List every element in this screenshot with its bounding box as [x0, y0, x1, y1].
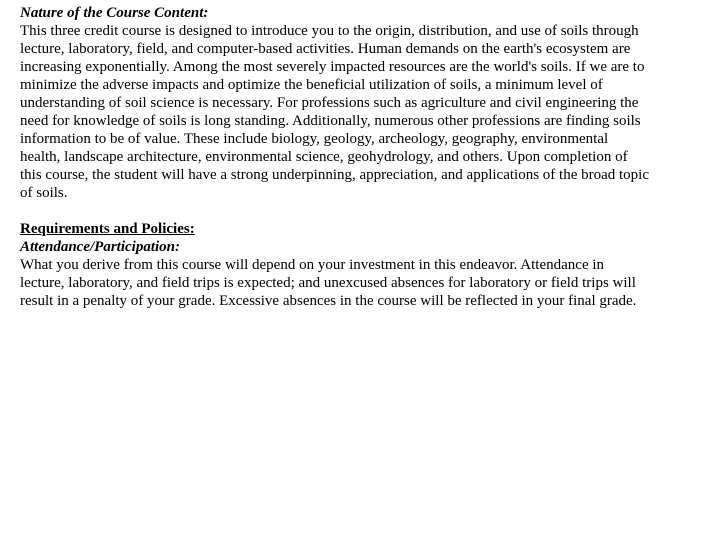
- text-line: minimize the adverse impacts and optimize the beneficial utilization of soils, a minimum level of: [20, 77, 603, 93]
- text-line: need for knowledge of soils is long standing. Additionally, numerous other professions are finding soils: [20, 113, 641, 129]
- text-line: lecture, laboratory, field, and computer-based activities. Human demands on the earth's ecosystem are: [20, 41, 631, 57]
- paragraph-attendance: [20, 256, 700, 310]
- text-line: this course, the student will have a strong underpinning, appreciation, and applications of the broad topic: [20, 167, 650, 183]
- text-line: This three credit course is designed to introduce you to the origin, distribution, and use of soils through: [20, 23, 639, 39]
- text-line: lecture, laboratory, and field trips is expected; and unexcused absences for laboratory or field trips will: [20, 275, 636, 291]
- paragraph-nature: [20, 22, 700, 202]
- subheading-attendance: Attendance/Participation:: [20, 239, 180, 255]
- text-line: health, landscape architecture, environmental science, geohydrology, and others. Upon completion of: [20, 149, 628, 165]
- text-line: understanding of soil science is necessary. For professions such as agriculture and civil engineering the: [20, 95, 639, 111]
- section-spacer: [20, 202, 700, 220]
- text-line: increasing exponentially. Among the most severely impacted resources are the world's soils. If we are to: [20, 59, 645, 75]
- text-line: information to be of value. These include biology, geology, archeology, geography, environmental: [20, 131, 609, 147]
- section-heading-requirements: Requirements and Policies:: [20, 221, 195, 237]
- section-heading-nature: Nature of the Course Content:: [20, 5, 209, 21]
- text-line: result in a penalty of your grade. Excessive absences in the course will be reflected in your final grade.: [20, 293, 637, 309]
- text-line: What you derive from this course will depend on your investment in this endeavor. Attendance in: [20, 257, 605, 273]
- text-line: of soils.: [20, 185, 68, 201]
